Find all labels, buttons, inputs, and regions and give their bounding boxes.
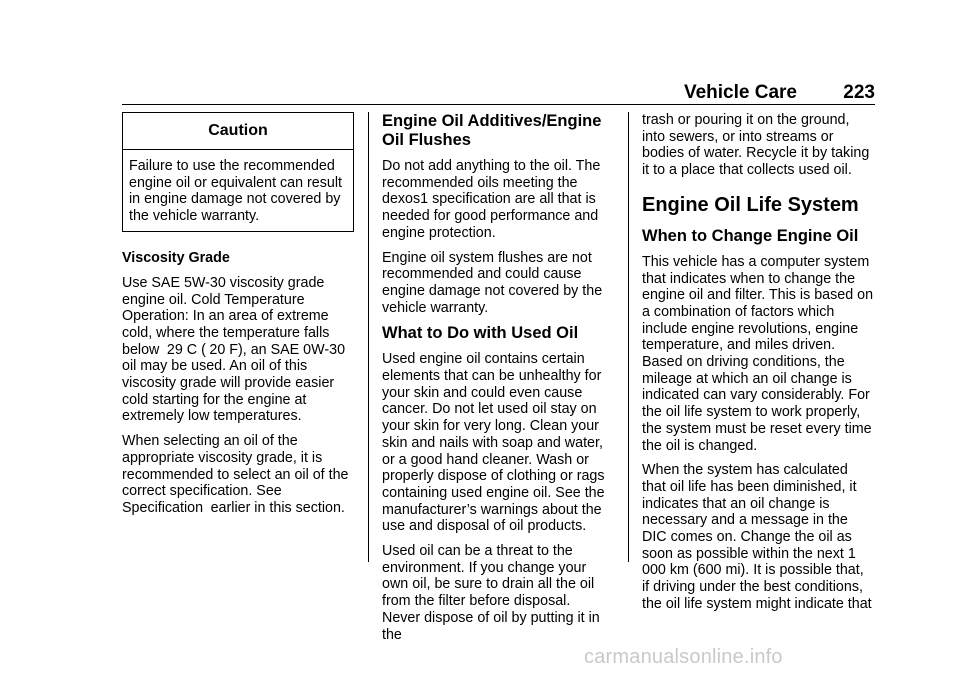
- used-oil-paragraph: Used engine oil contains certain elements that can be unhealthy for your skin and could even cause cancer. Do not let used oil stay on your skin for very long. Clean your skin and nails with soap and water, or a good hand cleaner. Wash or properly dispose of clothing or rags containing used engine oil. See the manufacturer’s warnings about the use and disposal of oil products.: [382, 351, 605, 535]
- used-oil-heading: What to Do with Used Oil: [382, 324, 579, 343]
- column-divider: [628, 112, 629, 562]
- oil-life-system-heading: Engine Oil Life System: [642, 193, 859, 216]
- page-number: 223: [843, 82, 875, 103]
- oil-change-paragraph: When the system has calculated that oil life has been diminished, it indicates that an oil change is necessary and a message in the DIC comes on. Change the oil as soon as possible within the next 1 000 km (600 mi). It is possible that, if driving under the best conditions, the oil life system might indicate that: [642, 462, 872, 612]
- viscosity-paragraph: Use SAE 5W-30 viscosity grade engine oil. Cold Temperature Operation: In an area of extreme cold, where the temperature falls below 29 C ( 20 F), an SAE 0W-30 oil may be used. An oil of this viscosity grade will provide easier cold starting for the engine at extremely low temperatures.: [122, 274, 346, 425]
- caution-text: Failure to use the recommended engine oil or equivalent can result in engine damage not covered by the vehicle warranty.: [129, 158, 343, 225]
- viscosity-grade-heading: Viscosity Grade: [122, 249, 230, 266]
- flushes-paragraph: Engine oil system flushes are not recommended and could cause engine damage not covered by the vehicle warranty.: [382, 249, 603, 316]
- additives-heading: Engine Oil Additives/Engine Oil Flushes: [382, 112, 602, 149]
- column-middle: [382, 112, 610, 651]
- caution-box: [122, 112, 354, 232]
- when-to-change-heading: When to Change Engine Oil: [642, 226, 859, 245]
- column-left: [122, 112, 354, 525]
- column-right: [642, 112, 874, 621]
- column-divider: [368, 112, 369, 562]
- section-title: Vehicle Care: [683, 82, 797, 103]
- oil-life-paragraph: This vehicle has a computer system that indicates when to change the engine oil and filter. This is based on a combination of factors which include engine revolutions, engine temperature, and miles driven. Based on driving conditions, the mileage at which an oil change is indicated can vary considerably. For the oil life system to work properly, the system must be reset every time the oil is changed.: [642, 253, 874, 454]
- caution-title: Caution: [123, 113, 353, 150]
- page-header: [122, 82, 875, 105]
- additives-paragraph: Do not add anything to the oil. The recommended oils meeting the dexos1 specification are all that is needed for good performance and engine protection.: [382, 158, 601, 241]
- selection-paragraph: When selecting an oil of the appropriate viscosity grade, it is recommended to select an oil of the correct specification. See Specification earlier in this section.: [122, 433, 349, 516]
- disposal-continuation: trash or pouring it on the ground, into sewers, or into streams or bodies of water. Recycle it by taking it to a place that collects used oil.: [642, 112, 870, 179]
- environment-paragraph: Used oil can be a threat to the environment. If you change your own oil, be sure to drain all the oil from the filter before disposal. Never dispose of oil by putting it in the: [382, 543, 600, 643]
- watermark: carmanualsonline.info: [584, 646, 783, 668]
